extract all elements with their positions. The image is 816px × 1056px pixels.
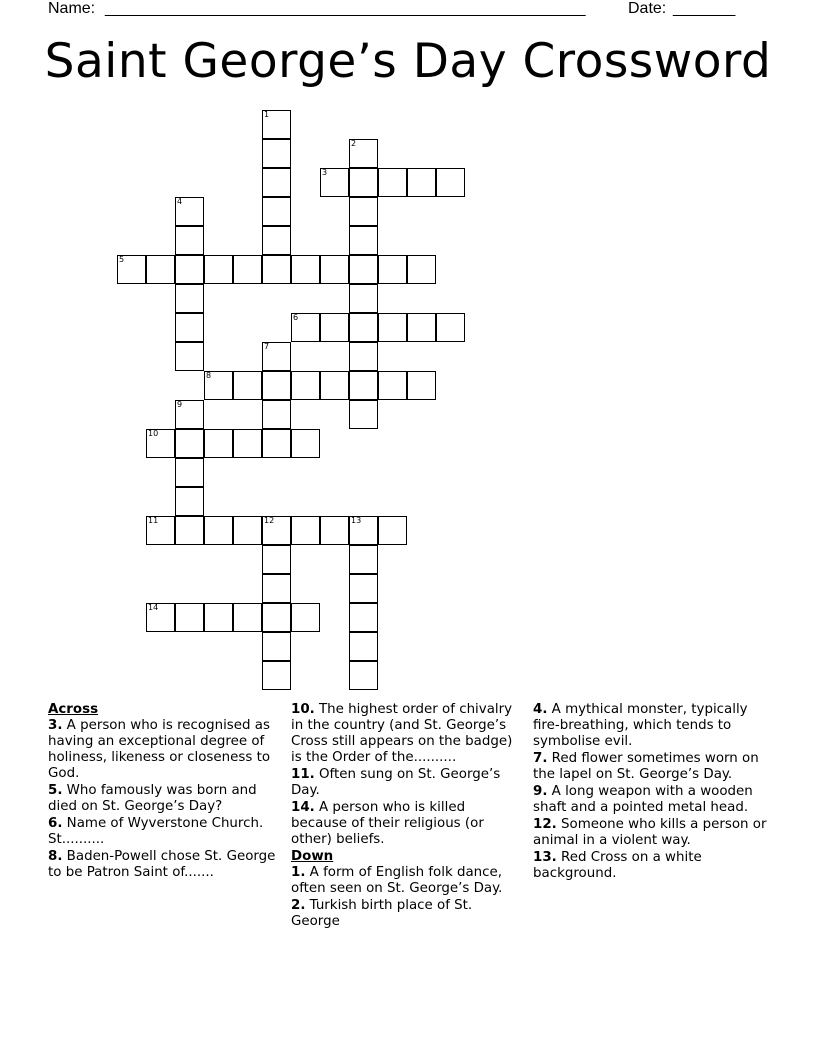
grid-cell[interactable]: [262, 545, 291, 574]
grid-cell[interactable]: [349, 545, 378, 574]
cell-number: 4: [177, 197, 183, 206]
grid-cell[interactable]: [233, 429, 262, 458]
clue-number: 12.: [533, 817, 557, 832]
grid-cell[interactable]: [175, 516, 204, 545]
grid-cell[interactable]: [175, 429, 204, 458]
clue-text: A long weapon with a wooden shaft and a pointed metal head.: [533, 784, 753, 815]
grid-cell[interactable]: [320, 371, 349, 400]
clue-number: 7.: [533, 751, 548, 766]
grid-cell[interactable]: [349, 632, 378, 661]
clue-across-6: [48, 816, 284, 848]
grid-cell[interactable]: [262, 400, 291, 429]
grid-cell[interactable]: [291, 516, 320, 545]
grid-cell[interactable]: [262, 168, 291, 197]
grid-cell[interactable]: [407, 255, 436, 284]
clue-number: 2.: [291, 898, 306, 913]
clue-number: 13.: [533, 850, 557, 865]
grid-cell[interactable]: [146, 255, 175, 284]
cell-number: 8: [206, 371, 212, 380]
grid-cell[interactable]: [378, 313, 407, 342]
grid-cell[interactable]: [349, 400, 378, 429]
clue-number: 10.: [291, 702, 315, 717]
grid-cell[interactable]: [262, 603, 291, 632]
cell-number: 1: [264, 110, 270, 119]
page-title: Saint George’s Day Crossword: [44, 34, 772, 89]
date-label: Date:: [628, 0, 667, 17]
grid-cell[interactable]: [320, 516, 349, 545]
clue-down-9: [533, 784, 773, 816]
clue-text: Name of Wyverstone Church. St..........: [48, 816, 264, 847]
cell-number: 11: [148, 516, 159, 525]
grid-cell[interactable]: [378, 516, 407, 545]
cell-number: 14: [148, 603, 159, 612]
name-field[interactable]: ______________________________________________________: [105, 0, 586, 17]
grid-cell[interactable]: [349, 284, 378, 313]
clue-down-4: [533, 702, 773, 750]
clue-number: 9.: [533, 784, 548, 799]
grid-cell[interactable]: [175, 313, 204, 342]
clue-text: Turkish birth place of St. George: [291, 898, 473, 929]
clue-across-3: [48, 718, 284, 782]
down-heading: Down: [291, 849, 334, 864]
cell-number: 10: [148, 429, 159, 438]
cell-number: 12: [264, 516, 275, 525]
grid-cell[interactable]: [204, 516, 233, 545]
clue-down-12: [533, 817, 773, 849]
grid-cell[interactable]: [349, 371, 378, 400]
grid-cell[interactable]: [378, 168, 407, 197]
grid-cell[interactable]: [407, 313, 436, 342]
grid-cell[interactable]: [349, 603, 378, 632]
grid-cell[interactable]: [291, 603, 320, 632]
grid-cell[interactable]: [262, 255, 291, 284]
grid-cell[interactable]: [291, 255, 320, 284]
grid-cell[interactable]: [262, 226, 291, 255]
grid-cell[interactable]: [407, 371, 436, 400]
grid-cell[interactable]: [262, 661, 291, 690]
clue-number: 5.: [48, 783, 63, 798]
grid-cell[interactable]: [349, 661, 378, 690]
grid-cell[interactable]: [349, 168, 378, 197]
clue-down-2: [291, 898, 519, 930]
grid-cell[interactable]: [436, 313, 465, 342]
grid-cell[interactable]: [233, 603, 262, 632]
grid-cell[interactable]: [175, 226, 204, 255]
grid-cell[interactable]: [175, 342, 204, 371]
clue-number: 6.: [48, 816, 63, 831]
grid-cell[interactable]: [291, 429, 320, 458]
grid-cell[interactable]: [349, 226, 378, 255]
clue-number: 8.: [48, 849, 63, 864]
grid-cell[interactable]: [262, 197, 291, 226]
name-label: Name:: [48, 0, 96, 17]
clue-text: Someone who kills a person or animal in a violent way.: [533, 817, 767, 848]
clue-down-7: [533, 751, 773, 783]
grid-cell[interactable]: [349, 342, 378, 371]
clue-down-13: [533, 850, 773, 882]
grid-cell[interactable]: [204, 255, 233, 284]
cell-number: 6: [293, 313, 299, 322]
clue-text: Red flower sometimes worn on the lapel on St. George’s Day.: [533, 751, 759, 782]
cell-number: 3: [322, 168, 328, 177]
cell-number: 5: [119, 255, 125, 264]
grid-cell[interactable]: [262, 632, 291, 661]
grid-cell[interactable]: [407, 168, 436, 197]
grid-cell[interactable]: [262, 371, 291, 400]
grid-cell[interactable]: [262, 574, 291, 603]
clue-across-5: [48, 783, 284, 815]
date-field[interactable]: _______: [673, 0, 736, 17]
grid-cell[interactable]: [436, 168, 465, 197]
grid-cell[interactable]: [204, 429, 233, 458]
clues-column-1: [48, 702, 284, 882]
grid-cell[interactable]: [320, 313, 349, 342]
clue-number: 14.: [291, 800, 315, 815]
clue-text: Baden-Powell chose St. George to be Patron Saint of.......: [48, 849, 276, 880]
clue-text: A person who is killed because of their religious (or other) beliefs.: [291, 800, 484, 847]
cell-number: 7: [264, 342, 270, 351]
grid-cell[interactable]: [320, 255, 349, 284]
grid-cell[interactable]: [175, 487, 204, 516]
clue-text: Red Cross on a white background.: [533, 850, 702, 881]
clue-text: A mythical monster, typically fire-breathing, which tends to symbolise evil.: [533, 702, 748, 749]
clue-down-1: [291, 865, 519, 897]
clue-text: Who famously was born and died on St. George’s Day?: [48, 783, 257, 814]
cell-number: 13: [351, 516, 362, 525]
clue-number: 3.: [48, 718, 63, 733]
grid-cell[interactable]: [233, 255, 262, 284]
clue-across-8: [48, 849, 284, 881]
grid-cell[interactable]: [175, 458, 204, 487]
clue-number: 1.: [291, 865, 306, 880]
grid-cell[interactable]: [378, 255, 407, 284]
grid-cell[interactable]: [233, 371, 262, 400]
clue-across-10: [291, 702, 519, 766]
clues-column-2: [291, 702, 519, 956]
clue-text: A form of English folk dance, often seen on St. George’s Day.: [291, 865, 503, 896]
grid-cell[interactable]: [291, 371, 320, 400]
grid-cell[interactable]: [262, 429, 291, 458]
clue-text: The highest order of chivalry in the country (and St. George’s Cross still appears on the badge) is the Order of the..........: [291, 702, 513, 765]
grid-cell[interactable]: [233, 516, 262, 545]
grid-cell[interactable]: [349, 313, 378, 342]
grid-cell[interactable]: [349, 255, 378, 284]
grid-cell[interactable]: [349, 197, 378, 226]
across-heading: Across: [48, 702, 99, 717]
grid-cell[interactable]: [175, 284, 204, 313]
clue-across-11: [291, 767, 519, 799]
clue-number: 11.: [291, 767, 315, 782]
grid-cell[interactable]: [262, 139, 291, 168]
clue-across-14: [291, 800, 519, 848]
grid-cell[interactable]: [175, 603, 204, 632]
cell-number: 9: [177, 400, 183, 409]
clues-column-3: [533, 702, 773, 883]
grid-cell[interactable]: [349, 574, 378, 603]
cell-number: 2: [351, 139, 357, 148]
clue-number: 4.: [533, 702, 548, 717]
grid-cell[interactable]: [175, 255, 204, 284]
grid-cell[interactable]: [204, 603, 233, 632]
grid-cell[interactable]: [378, 371, 407, 400]
clue-text: Often sung on St. George’s Day.: [291, 767, 501, 798]
clue-text: A person who is recognised as having an exceptional degree of holiness, likeness or closeness to God.: [48, 718, 271, 781]
